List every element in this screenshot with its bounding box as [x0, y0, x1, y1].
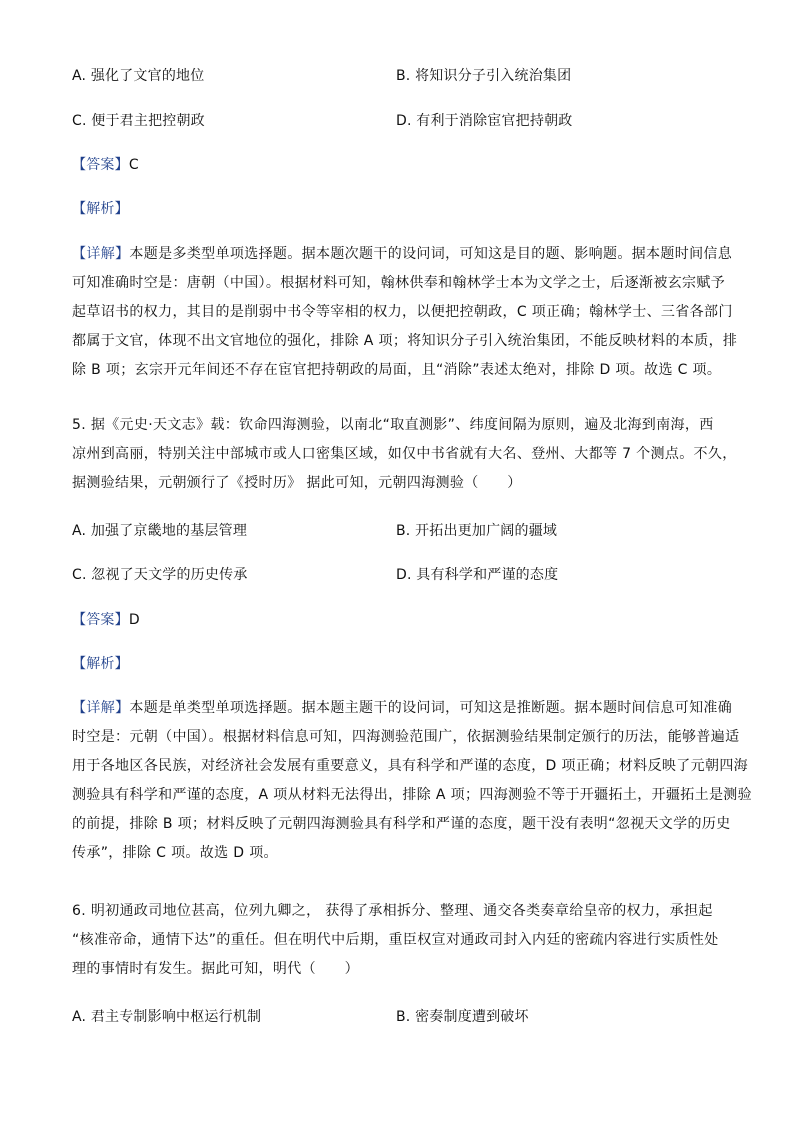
detail-line: 用于各地区各民族，对经济社会发展有重要意义，具有科学和严谨的态度，D 项正确；材料反映了元朝四海	[72, 758, 749, 774]
q6-option-b: B. 密奏制度遭到破坏	[396, 1009, 529, 1025]
analysis-label: 【 解析 】	[72, 201, 129, 217]
q5-answer	[72, 610, 140, 630]
q5-option-c: C. 忽视了天文学的历史传承	[72, 567, 248, 583]
q4-answer	[72, 155, 139, 175]
detail-line: 【 详解 】 本题是多类型单项选择题。据本题次题干的设问词，可知这是目的题、影响题。据本题时间信息	[72, 240, 724, 269]
stem-line: 理的事情时有发生。据此可知，明代（ ）	[72, 961, 359, 977]
q5-detail-paragraph	[72, 694, 753, 868]
detail-line: 除 B 项；玄宗开元年间还不存在宦官把持朝政的局面，且“消除”表述太绝对，排除 D 项。故选 C 项。	[72, 362, 722, 378]
answer-label: 【 答案 】	[72, 157, 129, 173]
q4-analysis-heading	[72, 199, 129, 219]
q5-option-a: A. 加强了京畿地的基层管理	[72, 523, 248, 539]
q6-stem	[72, 897, 724, 984]
answer-value: C	[128, 157, 139, 173]
detail-line: 可知准确时空是：唐朝（中国）。根据材料可知，翰林供奉和翰林学士本为文学之士，后逐渐被玄宗赋予	[72, 275, 726, 291]
q4-detail-paragraph	[72, 240, 738, 385]
stem-line: 5. 据《元史·天文志》载：钦命四海测验，以南北“取直测影”、纬度间隔为原则，遍及北海到南海，西	[72, 417, 714, 433]
detail-line: 起草诏书的权力，其目的是削弱中书令等宰相的权力，以便把控朝政，C 项正确；翰林学士、三省各部门	[72, 304, 733, 320]
detail-line: 时空是：元朝（中国）。根据材料信息可知，四海测验范围广，依据测验结果制定颁行的历法，能够普遍适	[72, 729, 740, 745]
detail-line: 都属于文官，体现不出文官地位的强化，排除 A 项；将知识分子引入统治集团，不能反映材料的本质，排	[72, 333, 738, 349]
q5-analysis-heading	[72, 654, 129, 674]
detail-line: 的前提，排除 B 项；材料反映了元朝四海测验具有科学和严谨的态度，题干没有表明“忽视天文学的历史	[72, 816, 731, 832]
q4-option-b: B. 将知识分子引入统治集团	[396, 68, 572, 84]
stem-line: 凉州到高丽，特别关注中部城市或人口密集区域，如仅中书省就有大名、登州、大都等 7 个测点。不久，	[72, 446, 737, 462]
q4-option-a: A. 强化了文官的地位	[72, 68, 205, 84]
detail-label: 【 详解 】	[72, 700, 129, 716]
answer-label: 【 答案 】	[72, 612, 129, 628]
q5-stem	[72, 411, 737, 498]
detail-line: 测验具有科学和严谨的态度，A 项从材料无法得出，排除 A 项；四海测验不等于开疆拓土，开疆拓土是测验	[72, 787, 753, 803]
detail-line: 传承”，排除 C 项。故选 D 项。	[72, 845, 278, 861]
detail-label: 【 详解 】	[72, 246, 129, 262]
answer-value: D	[128, 612, 140, 628]
stem-line: 6. 明初通政司地位甚高，位列九卿之， 获得了承相拆分、整理、通交各类奏章给皇帝的权力，承担起	[72, 903, 713, 919]
q4-option-d: D. 有利于消除宦官把持朝政	[396, 113, 573, 129]
q6-option-a: A. 君主专制影响中枢运行机制	[72, 1009, 262, 1025]
stem-line: 据测验结果，元朝颁行了《授时历》 据此可知，元朝四海测验（ ）	[72, 475, 522, 491]
analysis-label: 【 解析 】	[72, 656, 129, 672]
q5-option-b: B. 开拓出更加广阔的疆域	[396, 523, 558, 539]
stem-line: “核准帝命，通情下达”的重任。但在明代中后期，重臣权宣对通政司封入内廷的密疏内容进行实质性处	[72, 932, 719, 948]
q4-option-c: C. 便于君主把控朝政	[72, 113, 205, 129]
detail-line: 【 详解 】 本题是单类型单项选择题。据本题主题干的设问词，可知这是推断题。据本题时间信息可知准确	[72, 694, 724, 723]
q5-option-d: D. 具有科学和严谨的态度	[396, 567, 559, 583]
